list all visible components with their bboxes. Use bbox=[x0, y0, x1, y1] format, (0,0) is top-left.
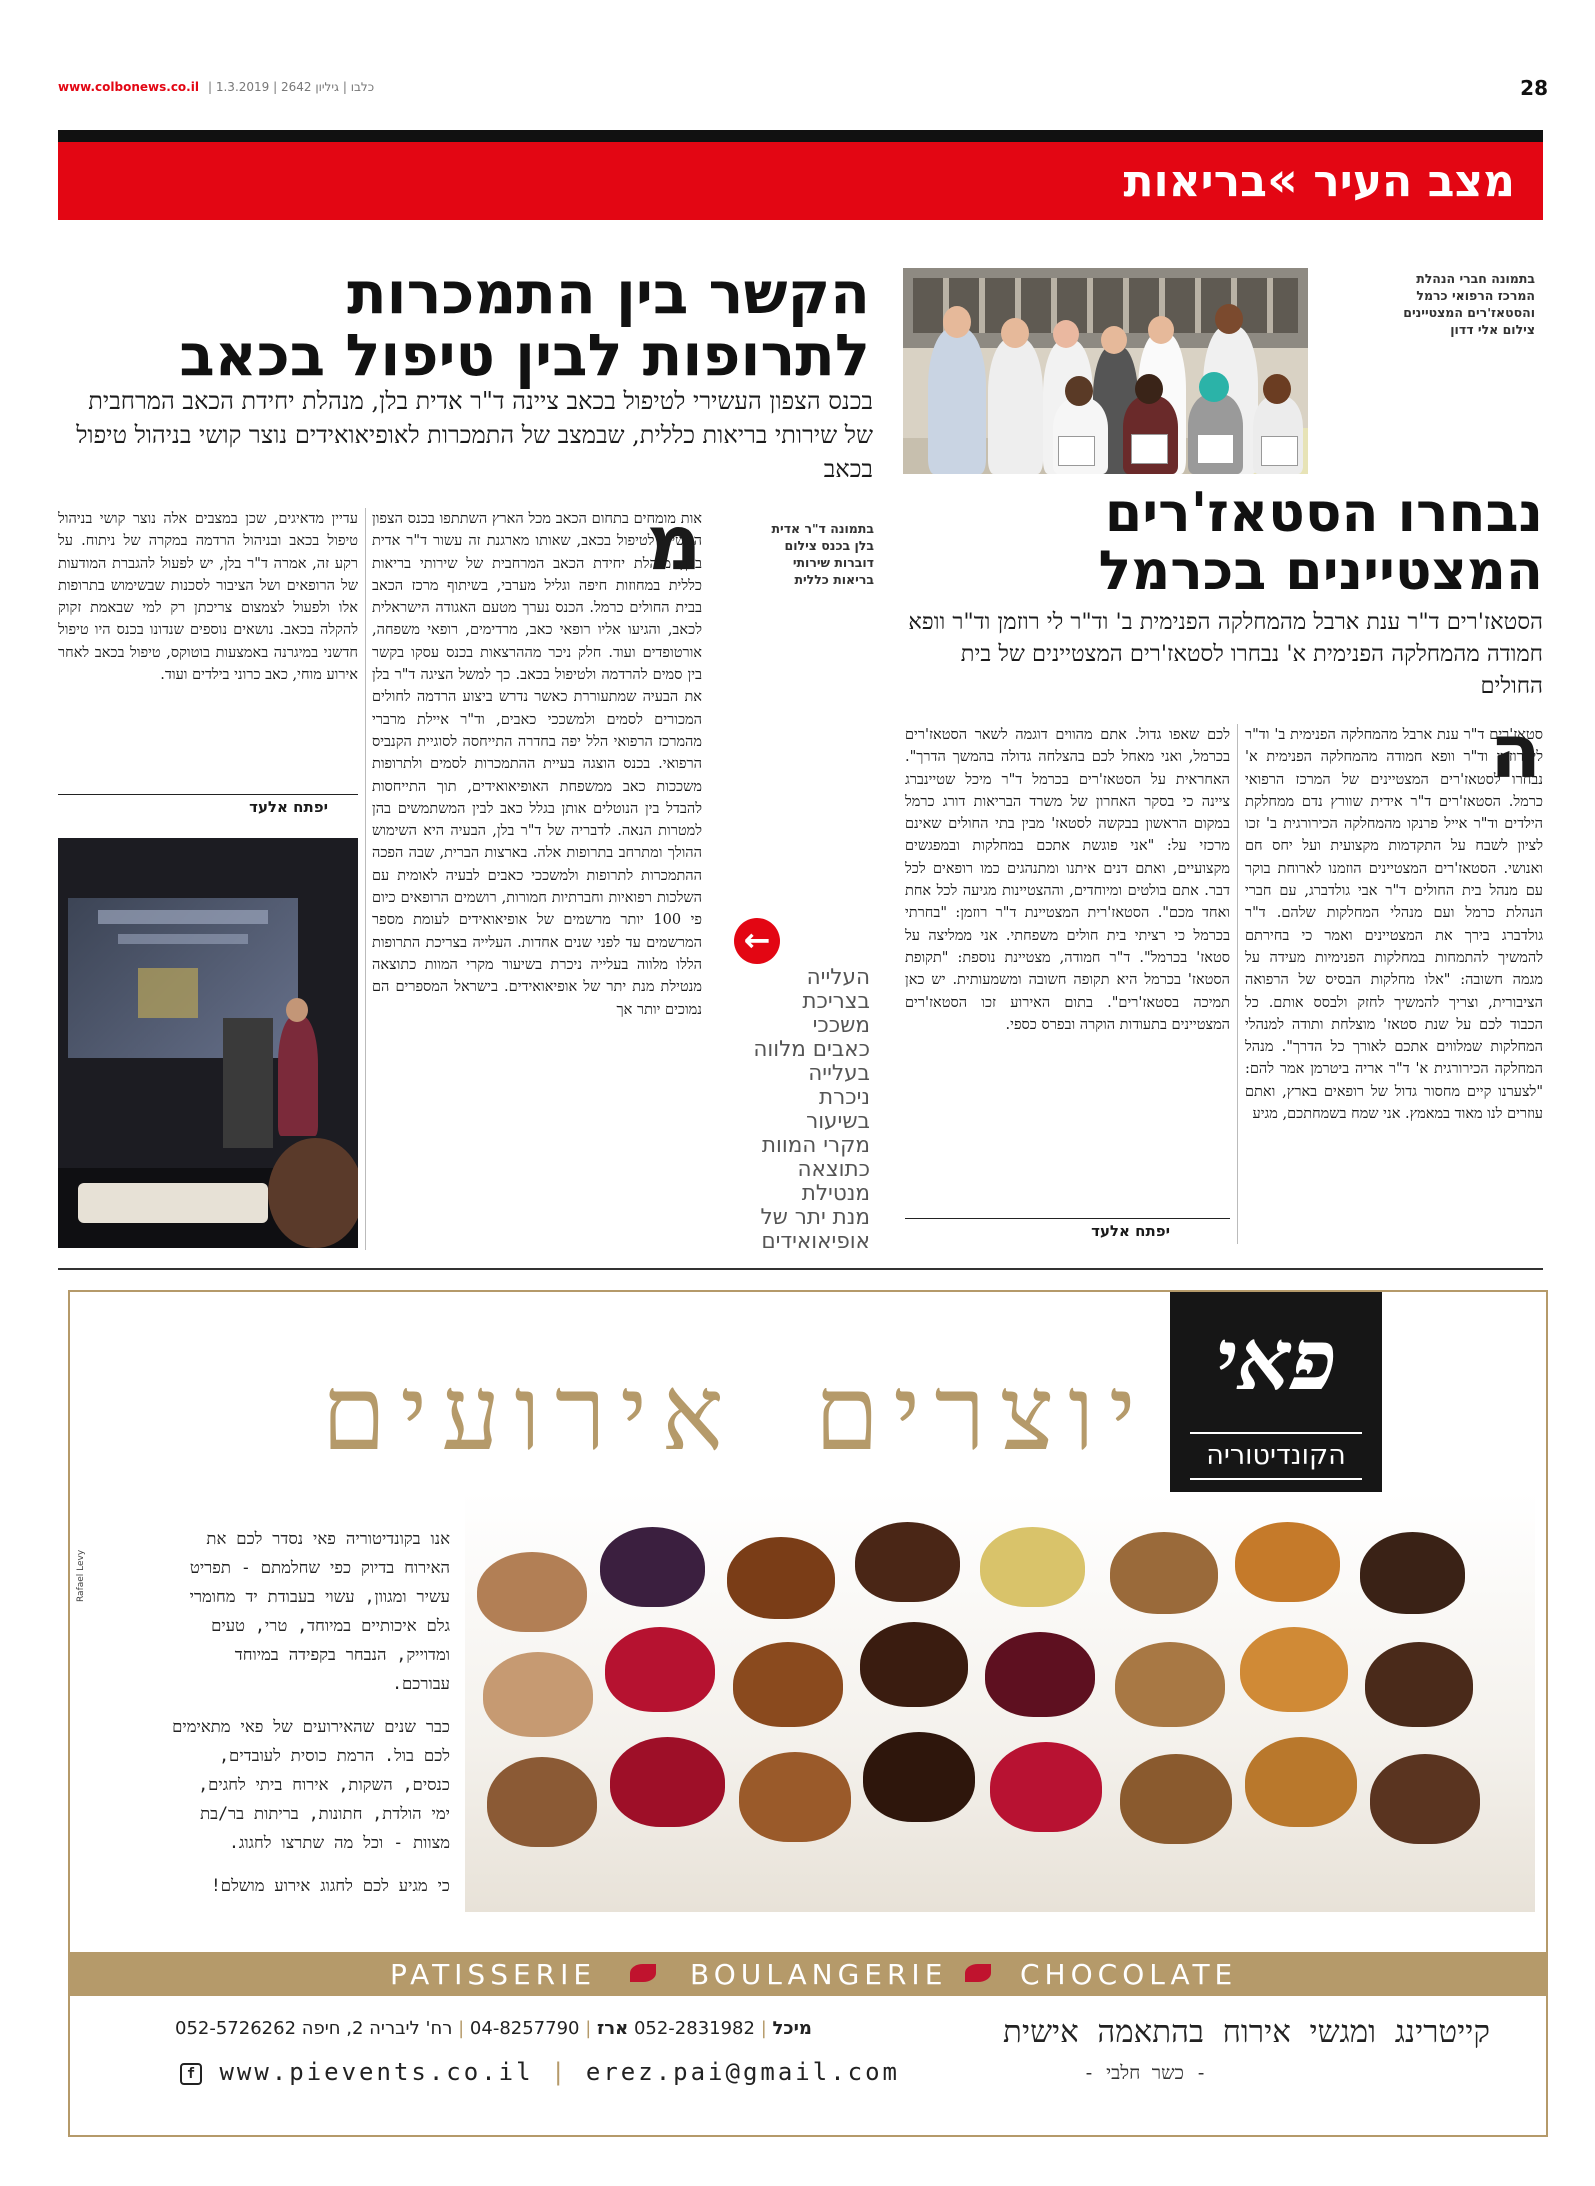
left-headline: הקשר בין התמכרות לתרופות לבין טיפול בכאב bbox=[179, 259, 870, 389]
conference-photo bbox=[58, 838, 358, 1248]
contact-web: f www.pievents.co.il | erez.pai@gmail.com bbox=[180, 2058, 900, 2086]
right-drop-cap: ה bbox=[1490, 709, 1541, 795]
store-phone[interactable]: 04-8257790 bbox=[469, 2018, 580, 2039]
page-number: 28 bbox=[1520, 76, 1548, 100]
left-byline: יפתח אלעד bbox=[249, 798, 328, 816]
strip-boulangerie: BOULANGERIE bbox=[690, 1958, 948, 1991]
erez-phone[interactable]: 052-2831982 bbox=[633, 2018, 755, 2039]
strip-chocolate: CHOCOLATE bbox=[1020, 1958, 1238, 1991]
section-title: מצב העיר bbox=[1313, 156, 1515, 207]
left-article-caption: בתמונה ד"ר אדית בלן בכנס צילום דוברות שירותי בריאות כללית bbox=[771, 521, 874, 587]
pastries-photo bbox=[465, 1492, 1535, 1912]
interns-group-photo bbox=[903, 268, 1308, 474]
pai-advertisement bbox=[68, 1290, 1548, 2137]
erez-label: ארז bbox=[597, 2018, 629, 2039]
ad-body: אנו בקונדיטוריה פאי נסדר לכם את האירוח בדיוק כפי שחלמתם - תפריט עשיר ומגוון, עשוי בעבודת יד מחומרי גלם איכותיים במיוחד, טרי, טעים ומדוייק, הנבחר בקפידה במיוחד עבורכם. כבר שנים שהאירועים של פאי מתאימים לכם בול. הרמת כוסית לעובדים, כנסים, השקות, אירוח ביתי לחגים, ימי הולדת, חתונות, בריתות בר/בת מצוות - וכל מה שתרצו לחגוג. כי מגיע לכם לחגוג אירוע מושלם! bbox=[172, 1529, 450, 1895]
publication-info: | כלבו | גיליון 2642 | 1.3.2019 bbox=[208, 80, 375, 94]
right-byline: יפתח אלעד bbox=[1091, 1222, 1170, 1240]
section-arrows-icon: » bbox=[1266, 152, 1298, 208]
michal-phone[interactable]: 052-5726262 bbox=[175, 2018, 297, 2039]
ad-tagline: יוצרים אירועים bbox=[321, 1352, 1150, 1474]
right-subhead: הסטאז'רים ד"ר ענת ארבל מהמחלקה הפנימית ב' וד"ר לי רוזמן וד"ר וופא חמודה מהמחלקה הפנימית א' נבחרו לסטאז'רים המצטיינים של בית החולים bbox=[908, 609, 1543, 699]
left-article-col-right: אות מומחים בתחום הכאב מכל הארץ השתתפו בכנס הצפון העשירי לטיפול בכאב, שאותו מארגנת זה עשור ד"ר אדית בלן, מנהלת יחידת הכאב המרחבית של שירותי בריאות כללית במחוזות חיפה וגליל מערבי, בשיתוף מרכז הכאב בבית החולים כרמל. הכנס נערך מטעם האגודה הישראלית לכאב, והגיעו אליו רופאי כאב, מרדימים, רופאי משפחה, אורטופדים ועוד. חלק ניכר מההרצאות בכנס עסקו בקשר בין סמים להרדמה ולטיפול בכאב. כך למשל הציגה ד"ר בלן את הבעיה שמתעוררת כאשר נדרש ביצוע הרדמה לחולים המכורים לסמים ולמשככי כאבים, וד"ר איילת מרברי מהמרכז הרפואי הלל יפה בחדרה התייחסה לסוגיית הקנביס הרפואי. בכנס הוצגה בעיית ההתמכרות לסמים ולתרופות משככות כאב ממשפחת האופיאואידים, תוך התייחסות להבדל בין הנוטלים אותן בגלל כאב לבין המשתמשים בהן למטרות הנאה. לדבריה של ד"ר בלן, הבעיה היא השימוש ההולך ומתרחב בתרופות אלה. בארצות הברית, שבה הפכה ההתמכרות לתרופות ולמשככי כאבים לבעיה לאומית עם השלכות רפואיות וחברתיות חמורות, רושמים הרופאים כיום פי 100 יותר מרשמים של אופיאואידים לעומת מספר המרשמים עד לפני שנים אחדות. העלייה בצריכת התרופות הללו מלווה בעלייה ניכרת בשיעור מקרי המוות כתוצאה מנטילת מנת יתר של אופיאואידים. בישראל המספרים הם נמוכים יותר אך bbox=[372, 511, 702, 1018]
right-article-col-right: סטאז'רים ד"ר ענת ארבל מהמחלקה הפנימית ב' וד"ר לי רוזמן וד"ר וופא חמודה מהמחלקה הפנימית א' נבחרו לסטאז'רים המצטיינים של המרכז הרפואי כרמל. הסטאז'רים ד"ר אידית שוורץ נדם ממחלקת הילדים וד"ר אייל פרנקו מהמחלקה הכירורגית ב' זכו לציון לשבח על התקדמות מקצועית ועל יחס חם ואנושי. הסטאז'רים המצטיינים הוזמנו לארוחת בוקר עם מנהל בית החולים ד"ר אבי גולדברג, עם חברי הנהלת כרמל ועם מנהלי המחלקות שלהם. ד"ר גולדברג בירך את המצטיינים ואמר כי בחירתם להמשיך להתמחות במחלקות הפנימיות מעידה על מגמה חשובה: "אלו מחלקות הבסיס של הרפואה הציבורית, וצריך להמשיך לחזק ולבסס אותם. כל הכבוד לכם על שנת סטאז' מוצלחת ותודה למנהלי המחלקות שמלווים אתכם לאורך כל הדרך". מנהל המחלקה הכירורגית א' ד"ר אריה ביטרמן אמר להם: "לצערנו קיים מחסור גדול של רופאים בארץ, ואתם עוזרים לנו מאוד במאמץ. אני שמח בשמחתכם, מגיע bbox=[1245, 727, 1543, 1123]
strip-leaf-icon-1 bbox=[630, 1964, 656, 1982]
left-drop-cap: מ bbox=[646, 498, 702, 587]
pai-logo[interactable] bbox=[1170, 1292, 1382, 1507]
facebook-icon[interactable]: f bbox=[180, 2063, 202, 2085]
header-black-rule bbox=[58, 130, 1543, 142]
more-arrow-icon: ← bbox=[734, 918, 780, 964]
right-byline-rule bbox=[905, 1218, 1230, 1219]
page-header bbox=[58, 76, 1548, 108]
pai-brand-sub: הקונדיטוריה bbox=[1206, 1440, 1346, 1471]
left-subhead: בכנס הצפון העשירי לטיפול בכאב ציינה ד"ר אדית בלן, מנהלת יחידת הכאב המרחבית של שירותי בריאות כללית, שבמצב של התמכרות לאופיאואידים נוצר קושי בניהול טיפול בכאב bbox=[76, 387, 873, 483]
pull-quote: העלייה בצריכת משככי כאבים מלווה בעלייה ניכרת בשיעור מקרי המוות כתוצאה מנטילת מנת יתר של אופיאואידים bbox=[753, 965, 870, 1254]
strip-leaf-icon-2 bbox=[965, 1964, 991, 1982]
right-photo-caption: בתמונה חברי הנהלת המרכז הרפואי כרמל והסטאז'רים המצטיינים צילום אלי דדון bbox=[1403, 271, 1535, 337]
strip-patisserie: PATISSERIE bbox=[390, 1958, 597, 1991]
website-link[interactable]: www.pievents.co.il bbox=[219, 2058, 534, 2086]
site-url[interactable]: www.colbonews.co.il bbox=[58, 80, 199, 94]
michal-label: מיכל bbox=[772, 2018, 812, 2039]
email-link[interactable]: erez.pai@gmail.com bbox=[585, 2058, 900, 2086]
store-address: רח' ליבריה 2, חיפה bbox=[301, 2018, 453, 2039]
section-subtitle: בריאות bbox=[1123, 156, 1267, 207]
kosher-line: - כשר חלבי - bbox=[1083, 2062, 1207, 2084]
section-bar bbox=[58, 142, 1543, 220]
photographer-credit: Rafael Levy bbox=[76, 1549, 86, 1602]
contact-phones: 052-5726262 מיכל | 052-2831982 ארז | 04-8257790 | רח' ליבריה 2, חיפה bbox=[175, 2018, 812, 2039]
right-article-col-divider bbox=[1237, 724, 1238, 1244]
left-article-col-left: עדיין מדאיגים, שכן במצבים אלה נוצר קושי בניהול טיפול בכאב ובניהול הרדמה במקרה של ניתוח. על רקע זה, אמרה ד"ר בלן, יש לפעול להגברת המודעות של הרופאים ושל הציבור לסכנות שבשימוש בתרופות אלו ולפעול לצמצום צריכתן רק למי שבאמת זקוק להקלה בכאב. נושאים נוספים שנדונו בכנס היו טיפול חדשני במיגרנה באמצעות בוטוקס, טיפול בכאב לאחר אירוע מוחי, כאב כרוני בילדים ועוד. bbox=[58, 511, 358, 684]
left-article-col-divider bbox=[365, 508, 366, 1250]
ad-top-rule bbox=[58, 1268, 1543, 1270]
right-headline: נבחרו הסטאז'רים המצטיינים בכרמל bbox=[1098, 481, 1543, 602]
pai-brand-name: פאי bbox=[1215, 1310, 1337, 1409]
catering-line: קייטרינג ומגשי אירוח בהתאמה אישית bbox=[1003, 2014, 1490, 2050]
left-byline-rule bbox=[58, 794, 358, 795]
ad-gold-strip bbox=[70, 1952, 1546, 1996]
right-article-col-left: לכם שאפו גדול. אתם מהווים דוגמה לשאר הסטאז'רים בכרמל, ואני מאחל לכם בהצלחה גדולה בהמשך הדרך". האחראית על הסטאז'רים בכרמל ד"ר מיכל שטיינברג ציינה כי בסקר האחרון של משרד הבריאות דורג כרמל במקום הראשון בבקשה לסטאז' מבין בתי החולים שאינם מרכזי על: "אני פוגשת אתכם במחלקות ובמפגשים מקצועיים, ואתם דנים איתנו ומתנהגים כמו רופאים לכל דבר. אתם בולטים ומיוחדים, וההצטיינות מגיעה לכל אחת ואחד מכם". הסטאז'רית המצטיינת ד"ר רוזמן: "בחרתי בכרמל כי רציתי בית חולים משפחתי. אני ממליצה על סטאז' בכרמל". ד"ר חמודה, מצטיינת נוספת: "תקופת הסטאז' בכרמל היא תקופה חשובה ומשמעותית. יש כאן תמיכה בסטאז'רים". בתום האירוע זכו הסטאז'רים המצטיינים בתעודות הוקרה ובפרס כספי. bbox=[905, 727, 1230, 1033]
